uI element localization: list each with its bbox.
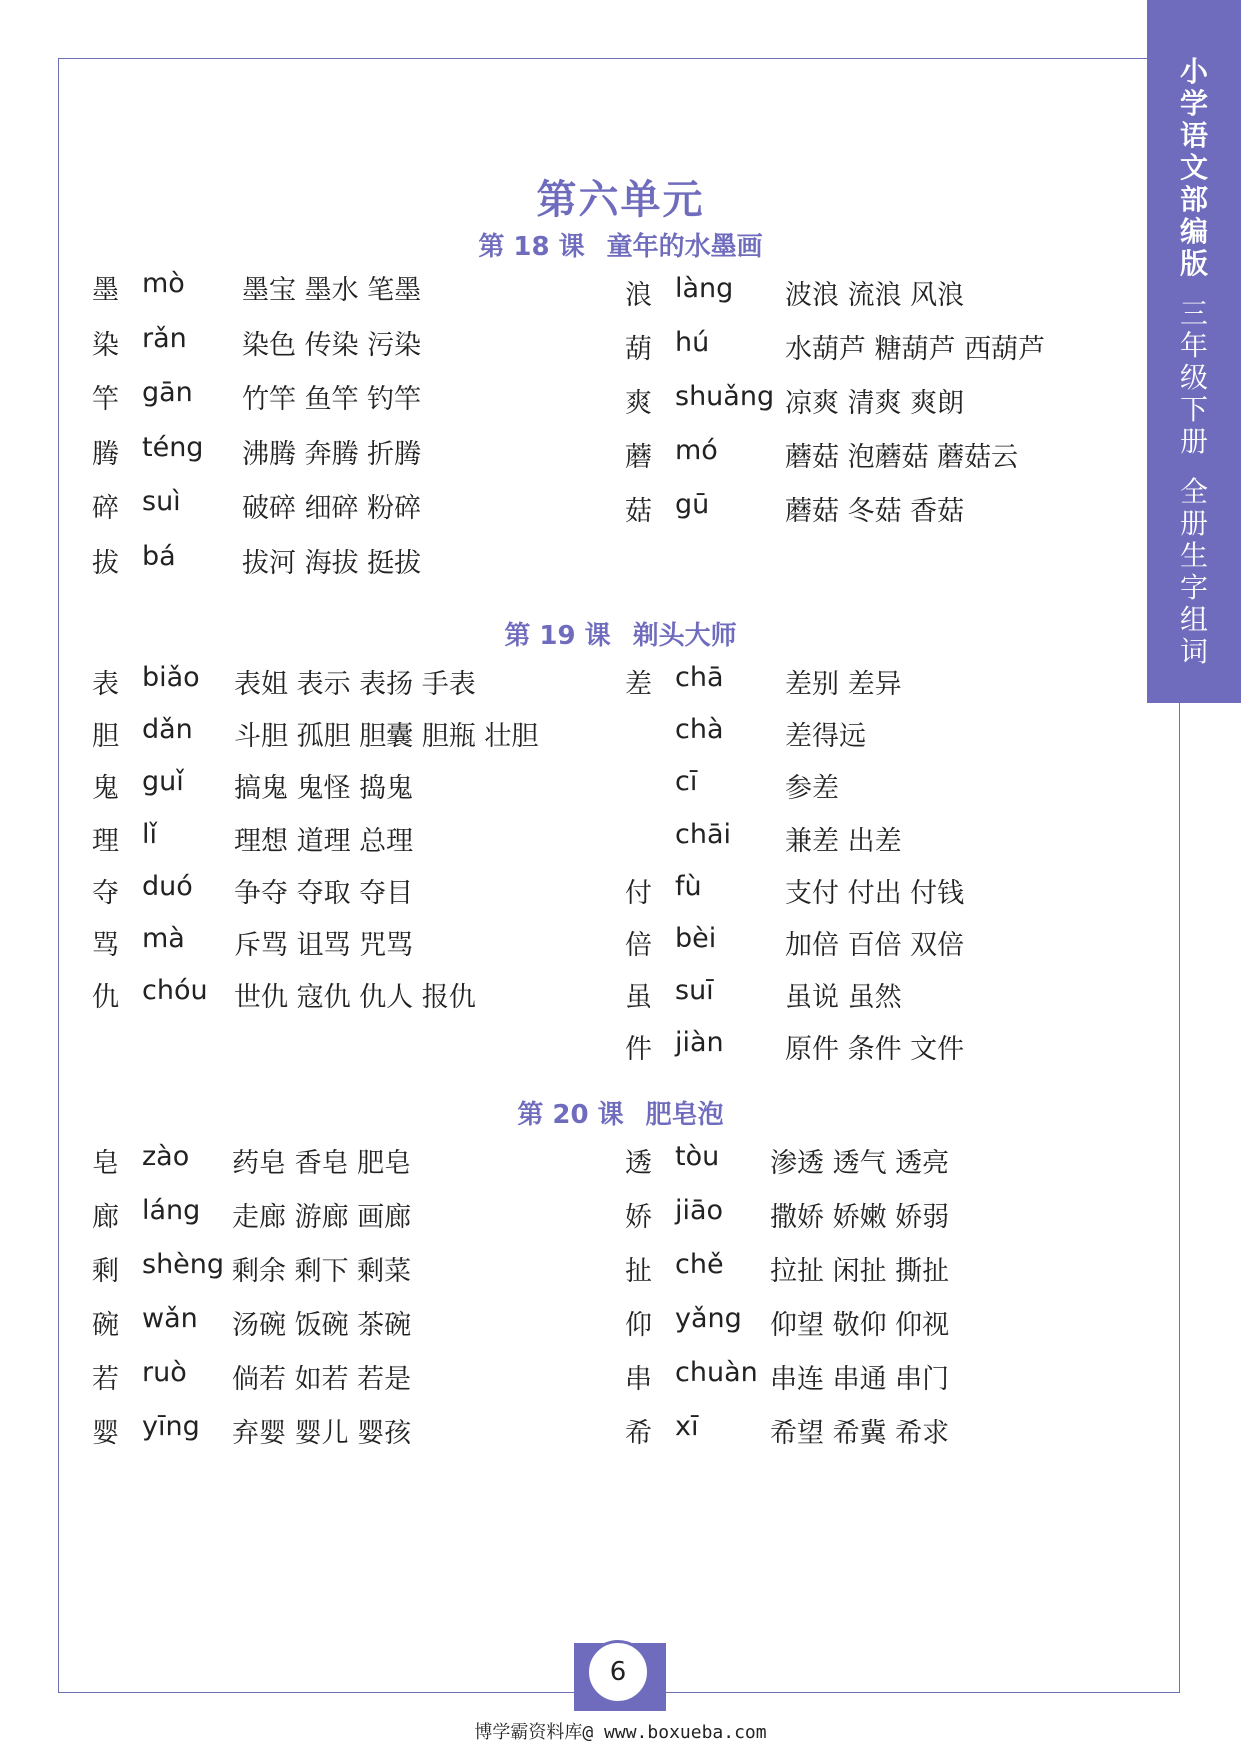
unit-title: 第六单元 [536,177,705,223]
vocab-pinyin: téng [142,431,204,463]
vocab-char: 胆 [92,721,119,753]
vocab-char: 蘑 [625,442,652,473]
vocab-char: 希 [625,1418,652,1449]
vocab-words: 支付 付出 付钱 [785,877,965,909]
vocab-words: 原件 条件 文件 [785,1034,965,1066]
vocab-char: 理 [92,825,119,857]
vocab-char: 鬼 [92,773,119,805]
vocab-char: 竿 [92,384,119,415]
vocab-words: 竹竿 鱼竿 钓竿 [242,384,422,415]
side-tab [1147,0,1241,703]
vocab-words: 差别 差异 [785,669,902,700]
vocab-pinyin: lǐ [142,818,158,850]
vocab-pinyin: mò [142,268,185,299]
vocab-pinyin: shuǎng [675,381,775,412]
vocab-words: 希望 希冀 希求 [770,1418,950,1449]
vocab-pinyin: guǐ [142,766,184,798]
lesson-title [0,226,1241,263]
vocab-pinyin: jiàn [675,1027,724,1059]
vocab-pinyin: chě [675,1249,724,1280]
vocab-pinyin: duó [142,870,193,902]
vocab-words: 汤碗 饭碗 茶碗 [232,1310,412,1341]
vocab-pinyin: gān [142,377,193,408]
vocab-char: 染 [92,329,119,361]
vocab-pinyin: chāi [675,818,732,850]
vocab-pinyin: biǎo [142,662,200,693]
vocab-pinyin: chà [675,714,724,746]
vocab-pinyin: hú [675,327,710,358]
vocab-pinyin: cī [675,766,698,798]
vocab-char: 葫 [625,334,652,365]
vocab-pinyin: jiāo [675,1195,724,1226]
vocab-pinyin: dǎn [142,714,193,746]
vocab-pinyin: gū [675,489,710,520]
vocab-words: 凉爽 清爽 爽朗 [785,388,965,419]
vocab-words: 蘑菇 泡蘑菇 蘑菇云 [785,442,1019,473]
vocab-char: 墨 [92,275,119,306]
vocab-char: 夺 [92,877,119,909]
vocab-words: 拉扯 闲扯 撕扯 [770,1256,950,1287]
vocab-pinyin: láng [142,1195,201,1226]
vocab-char: 菇 [625,496,652,527]
page-frame [58,58,1180,1693]
vocab-words: 走廊 游廊 画廊 [232,1202,412,1233]
vocab-pinyin: yǎng [675,1303,742,1334]
vocab-char: 拔 [92,547,119,579]
vocab-char: 廊 [92,1202,119,1233]
vocab-char: 碗 [92,1310,119,1341]
footer-watermark: 博学霸资料库@ www.boxueba.com [474,1722,767,1743]
vocab-pinyin: zào [142,1141,190,1172]
vocab-words: 墨宝 墨水 笔墨 [242,275,422,306]
lesson-name: 肥皂泡 [645,1100,724,1130]
lesson-number: 第 19 课 [504,621,611,651]
vocab-pinyin: bá [142,540,176,572]
lesson-number: 第 20 课 [517,1100,624,1130]
vocab-words: 斗胆 孤胆 胆囊 胆瓶 壮胆 [234,721,539,753]
side-tab-subtitle: 全册生字组词 [1179,475,1208,668]
lesson-name: 剃头大师 [632,621,737,651]
vocab-words: 弃婴 婴儿 婴孩 [232,1418,412,1449]
vocab-pinyin: fù [675,870,702,902]
vocab-pinyin: suī [675,975,714,1007]
vocab-pinyin: rǎn [142,322,187,354]
vocab-words: 串连 串通 串门 [770,1364,950,1395]
vocab-pinyin: xī [675,1411,699,1442]
vocab-pinyin: chuàn [675,1357,758,1388]
vocab-char: 剩 [92,1256,119,1287]
lesson-name: 童年的水墨画 [606,232,763,262]
vocab-char: 若 [92,1364,119,1395]
vocab-words: 加倍 百倍 双倍 [785,930,965,961]
vocab-pinyin: bèi [675,923,717,954]
vocab-pinyin: ruò [142,1357,187,1388]
vocab-char: 透 [625,1148,652,1179]
vocab-words: 差得远 [785,721,866,753]
vocab-char: 爽 [625,388,652,419]
page-number: 6 [586,1640,650,1704]
vocab-words: 仰望 敬仰 仰视 [770,1310,950,1341]
vocab-char: 碎 [92,493,119,524]
vocab-words: 争夺 夺取 夺目 [234,877,414,909]
vocab-char: 浪 [625,280,652,311]
vocab-words: 波浪 流浪 风浪 [785,280,965,311]
vocab-char: 付 [625,877,652,909]
vocab-pinyin: mà [142,923,185,954]
vocab-words: 拔河 海拔 挺拔 [242,547,422,579]
vocab-words: 参差 [785,773,839,805]
vocab-char: 娇 [625,1202,652,1233]
vocab-words: 斥骂 诅骂 咒骂 [234,930,414,961]
vocab-words: 倘若 如若 若是 [232,1364,412,1395]
vocab-char: 腾 [92,438,119,470]
vocab-words: 兼差 出差 [785,825,902,857]
vocab-words: 沸腾 奔腾 折腾 [242,438,422,470]
vocab-words: 水葫芦 糖葫芦 西葫芦 [785,334,1046,365]
side-tab-grade: 三年级下册 [1179,297,1208,458]
vocab-char: 倍 [625,930,652,961]
vocab-char: 差 [625,669,652,700]
vocab-words: 表姐 表示 表扬 手表 [234,669,476,700]
vocab-words: 破碎 细碎 粉碎 [242,493,422,524]
vocab-char: 串 [625,1364,652,1395]
vocab-words: 搞鬼 鬼怪 捣鬼 [234,773,414,805]
vocab-pinyin: mó [675,435,718,466]
vocab-words: 世仇 寇仇 仇人 报仇 [234,982,476,1014]
vocab-char: 虽 [625,982,652,1014]
vocab-pinyin: tòu [675,1141,720,1172]
vocab-words: 剩余 剩下 剩菜 [232,1256,412,1287]
lesson-title [0,615,1241,652]
vocab-pinyin: shèng [142,1249,225,1280]
lesson-number: 第 18 课 [478,232,585,262]
vocab-char: 仇 [92,982,119,1014]
vocab-char: 件 [625,1034,652,1066]
vocab-pinyin: suì [142,486,181,517]
vocab-words: 染色 传染 污染 [242,329,422,361]
vocab-pinyin: làng [675,273,734,304]
vocab-char: 皂 [92,1148,119,1179]
vocab-char: 扯 [625,1256,652,1287]
vocab-words: 渗透 透气 透亮 [770,1148,950,1179]
vocab-pinyin: yīng [142,1411,200,1442]
vocab-pinyin: chā [675,662,724,693]
lesson-title [0,1094,1241,1131]
vocab-char: 表 [92,669,119,700]
side-tab-title: 小学语文部编版 [1179,55,1208,280]
vocab-words: 理想 道理 总理 [234,825,414,857]
vocab-words: 蘑菇 冬菇 香菇 [785,496,965,527]
vocab-words: 药皂 香皂 肥皂 [232,1148,412,1179]
vocab-char: 骂 [92,930,119,961]
vocab-pinyin: wǎn [142,1303,198,1334]
vocab-words: 虽说 虽然 [785,982,902,1014]
vocab-words: 撒娇 娇嫩 娇弱 [770,1202,950,1233]
vocab-char: 仰 [625,1310,652,1341]
vocab-char: 婴 [92,1418,119,1449]
vocab-pinyin: chóu [142,975,208,1007]
